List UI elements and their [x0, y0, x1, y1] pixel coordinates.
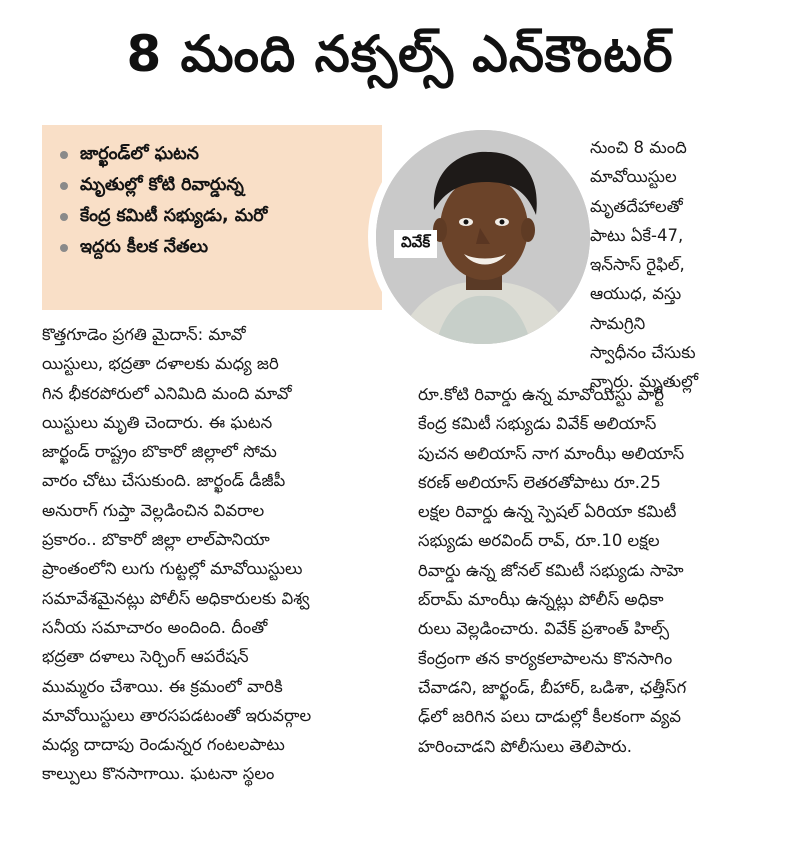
article-line: బ్‌రామ్ మాంఝీ ఉన్నట్లు పోలీస్ అధికా: [418, 590, 664, 610]
article-line: కాల్పులు కొనసాగాయి. ఘటనా స్థలం: [42, 764, 275, 784]
photo-frame: [368, 122, 598, 352]
article-line: భద్రతా దళాలు సెర్చింగ్ ఆపరేషన్: [42, 647, 249, 667]
article-line: ఢ్‌లో జరిగిన పలు దాడుల్లో కీలకంగా వ్యవ: [418, 707, 681, 727]
article-line: యిస్టులు, భద్రతా దళాలకు మధ్య జరి: [42, 354, 279, 374]
article-line: మావోయిస్టుల: [590, 167, 677, 187]
article-line: జార్ఖండ్ రాష్ట్రం బొకారో జిల్లాలో సోమ: [42, 442, 277, 462]
article-line: లక్షల రివార్డు ఉన్న స్పెషల్ ఏరియా కమిటీ: [418, 502, 677, 522]
article-line: నుంచి 8 మంది: [590, 138, 687, 157]
article-line: రివార్డు ఉన్న జోనల్ కమిటీ సభ్యుడు సాహె: [418, 560, 684, 580]
article-line: ప్రకారం.. బొకారో జిల్లా లాల్‌పానియా: [42, 530, 270, 550]
article-column-right-top: [590, 133, 770, 397]
article-line: కొత్తగూడెం ప్రగతి మైదాన్: మావో: [42, 325, 246, 344]
article-line: మావోయిస్టులు తారసపడటంతో ఇరువర్గాల: [42, 705, 312, 725]
highlights-box: [42, 125, 382, 310]
article-line: వారం చోటు చేసుకుంది. జార్ఖండ్ డీజీపీ: [42, 471, 286, 491]
article-line: హరించాడని పోలీసులు తెలిపారు.: [418, 736, 632, 756]
article-line: న్నారు. మృతుల్లో: [590, 372, 699, 392]
article-column-left: [42, 320, 387, 789]
article-line: సమావేశమైనట్లు పోలీస్ అధికారులకు విశ్వ: [42, 588, 310, 608]
highlight-item: మృతుల్లో కోటి రివార్డున్న: [60, 170, 372, 201]
portrait-photo: [376, 130, 590, 344]
highlight-item-continuation: ఇద్దరు కీలక నేతలు: [60, 232, 372, 263]
article-line: పుచన అలియాస్ నాగ మాంఝీ అలియాస్: [418, 443, 685, 463]
photo-caption: వివేక్: [394, 230, 437, 258]
article-line: అనురాగ్ గుప్తా వెల్లడించిన వివరాల: [42, 500, 265, 520]
headline: 8 మంది నక్సల్స్ ఎన్‌కౌంటర్: [126, 25, 674, 83]
article-line: చేవాడని, జార్ఖండ్, బీహార్, ఒడిశా, ఛత్తీస్‌గ: [418, 677, 687, 697]
article-line: కేంద్రంగా తన కార్యకలాపాలను కొనసాగిం: [418, 648, 673, 668]
article-line: ముమ్మరం చేశాయి. ఈ క్రమంలో వారికి: [42, 676, 283, 696]
article-line: రూ.కోటి రివార్డు ఉన్న మావోయిస్టు పార్టీ: [418, 385, 665, 404]
article-line: ఆయుధ, వస్తు: [590, 284, 682, 304]
article-line: కరణ్ అలియాస్ లెతరతోపాటు రూ.25: [418, 472, 661, 492]
article-line: సామగ్రిని: [590, 313, 646, 333]
article-line: పాటు ఏకే-47,: [590, 225, 684, 245]
article-line: కేంద్ర కమిటీ సభ్యుడు వివేక్ అలియాస్: [418, 414, 657, 434]
article-line: ఇన్‌సాస్ రైఫిల్,: [590, 255, 685, 275]
article-line: ప్రాంతంలోని లుగు గుట్టల్లో మావోయిస్టులు: [42, 559, 303, 579]
highlights-list: [60, 139, 372, 263]
article-line: సభ్యుడు అరవింద్ రావ్, రూ.10 లక్షల: [418, 531, 660, 551]
article-column-right: [418, 380, 763, 761]
article-line: సనీయ సమాచారం అందింది. దీంతో: [42, 617, 268, 637]
highlight-item: జార్ఖండ్‌లో ఘటన: [60, 139, 372, 170]
highlight-item-continuation: కేంద్ర కమిటీ సభ్యుడు, మరో: [60, 201, 372, 232]
article-line: యిస్టులు మృతి చెందారు. ఈ ఘటన: [42, 412, 273, 432]
article-line: రులు వెల్లడించారు. వివేక్ ప్రశాంత్ హిల్స్: [418, 619, 670, 639]
article-line: గిన భీకరపోరులో ఎనిమిది మంది మావో: [42, 383, 292, 403]
article-line: మధ్య దాదాపు రెండున్నర గంటలపాటు: [42, 735, 285, 755]
article-line: స్వాధీనం చేసుకు: [590, 343, 696, 363]
article-line: మృతదేహాలతో: [590, 196, 683, 216]
